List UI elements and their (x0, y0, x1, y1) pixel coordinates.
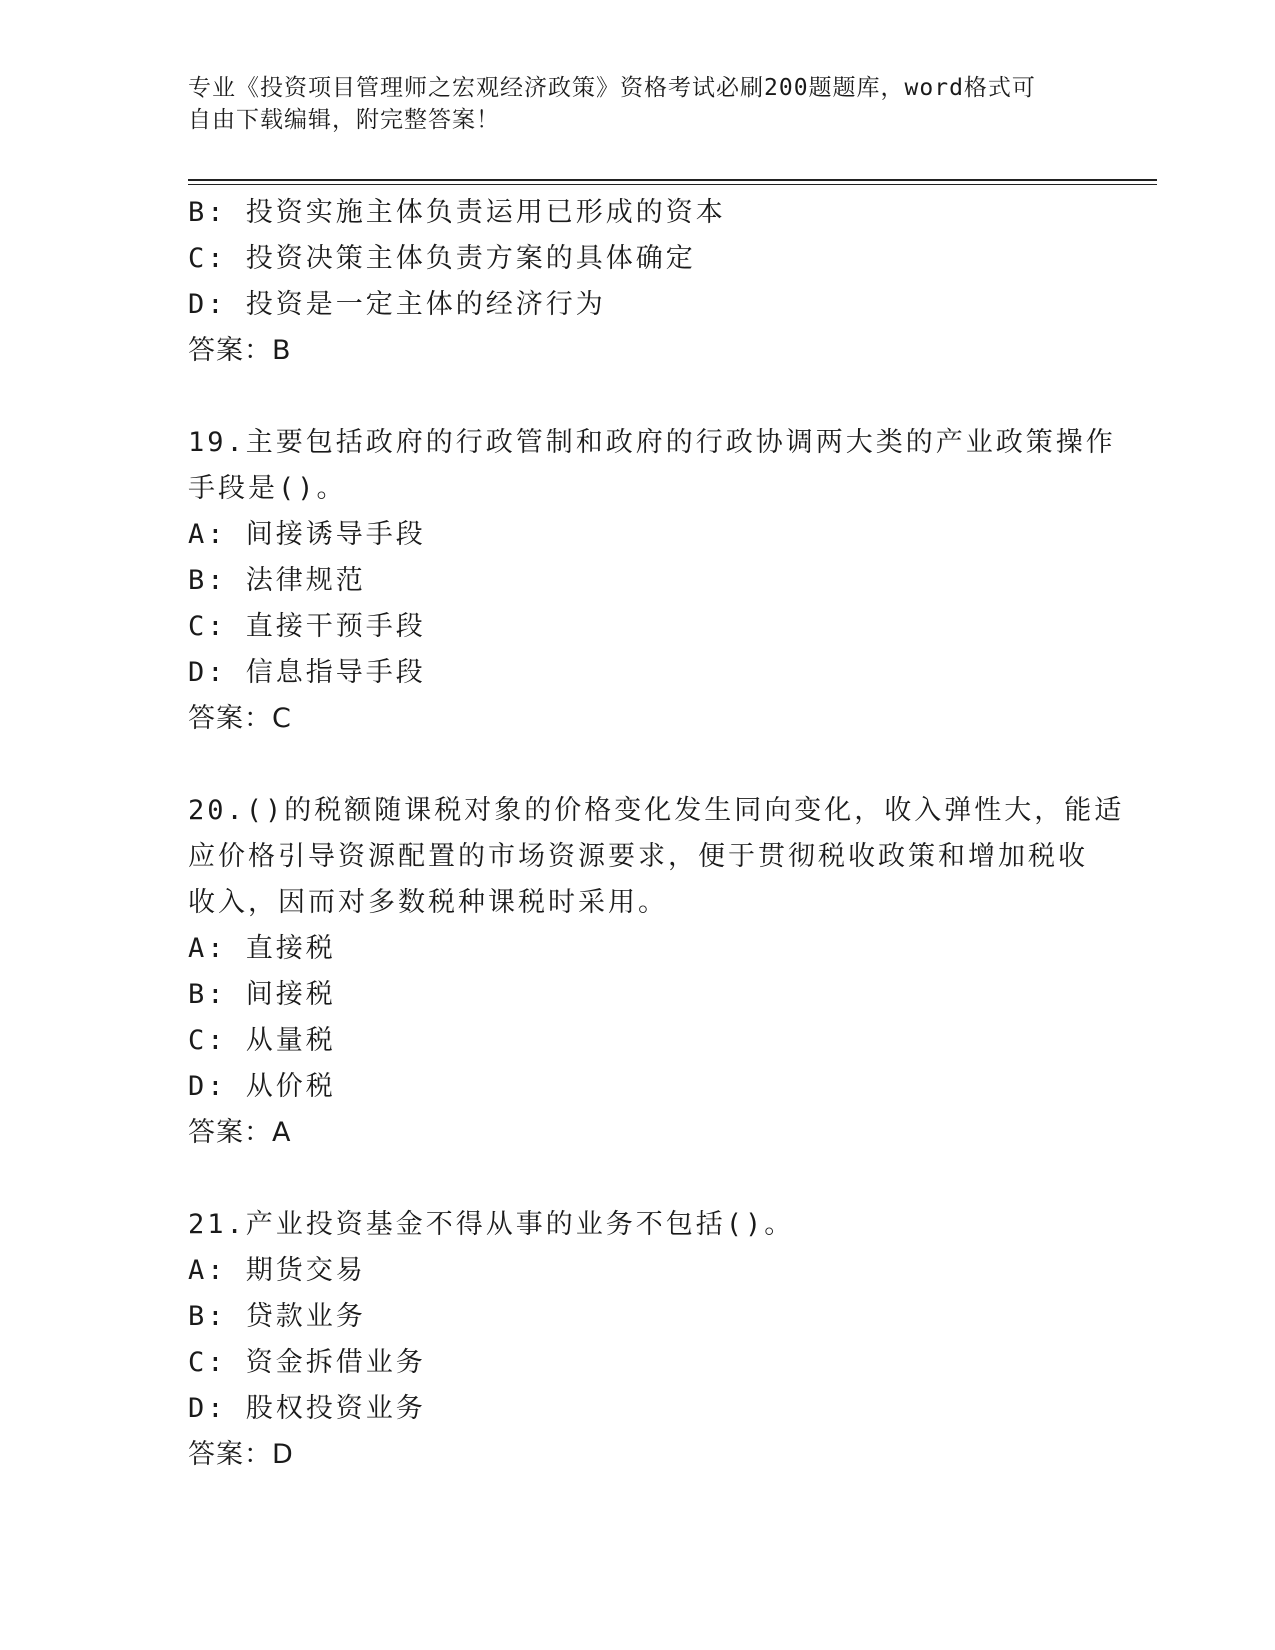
header-line-2: 自由下载编辑，附完整答案！ (188, 107, 500, 133)
question-text-line: 应价格引导资源配置的市场资源要求，便于贯彻税收政策和增加税收 (188, 841, 1088, 872)
option-a: A: 间接诱导手段 (188, 519, 426, 550)
answer-line: 答案：A (188, 1117, 292, 1148)
question-20 (188, 788, 1125, 1156)
answer-line: 答案：D (188, 1439, 294, 1470)
option-c: C: 资金拆借业务 (188, 1347, 426, 1378)
option-b: B: 投资实施主体负责运用已形成的资本 (188, 197, 726, 228)
header-divider-thin (188, 184, 1157, 185)
header-divider-thick (188, 179, 1157, 181)
spacer (188, 1156, 1088, 1202)
question-text-line: 21.产业投资基金不得从事的业务不包括()。 (188, 1209, 795, 1240)
option-b: B: 间接税 (188, 979, 336, 1010)
option-b: B: 法律规范 (188, 565, 366, 596)
question-19 (188, 420, 1116, 742)
option-c: C: 从量税 (188, 1025, 336, 1056)
answer-line: 答案：B (188, 335, 292, 366)
header-line-1: 专业《投资项目管理师之宏观经济政策》资格考试必刷200题题库，word格式可 (188, 75, 1036, 101)
question-text-line: 19.主要包括政府的行政管制和政府的行政协调两大类的产业政策操作 (188, 427, 1116, 458)
question-list (188, 190, 1125, 1478)
answer-line: 答案：C (188, 703, 292, 734)
question-21 (188, 1202, 1088, 1478)
question-text-line: 20.()的税额随课税对象的价格变化发生同向变化，收入弹性大，能适 (188, 795, 1125, 826)
question-text-line: 手段是()。 (188, 473, 347, 504)
question-continuation (188, 190, 1088, 374)
option-a: A: 直接税 (188, 933, 336, 964)
option-c: C: 投资决策主体负责方案的具体确定 (188, 243, 696, 274)
option-d: D: 投资是一定主体的经济行为 (188, 289, 606, 320)
question-text-line: 收入，因而对多数税种课税时采用。 (188, 887, 668, 918)
option-d: D: 信息指导手段 (188, 657, 426, 688)
option-b: B: 贷款业务 (188, 1301, 366, 1332)
option-c: C: 直接干预手段 (188, 611, 426, 642)
option-d: D: 从价税 (188, 1071, 336, 1102)
option-d: D: 股权投资业务 (188, 1393, 426, 1424)
document-header (188, 72, 1088, 136)
option-a: A: 期货交易 (188, 1255, 366, 1286)
spacer (188, 374, 1088, 420)
spacer (188, 742, 1088, 788)
